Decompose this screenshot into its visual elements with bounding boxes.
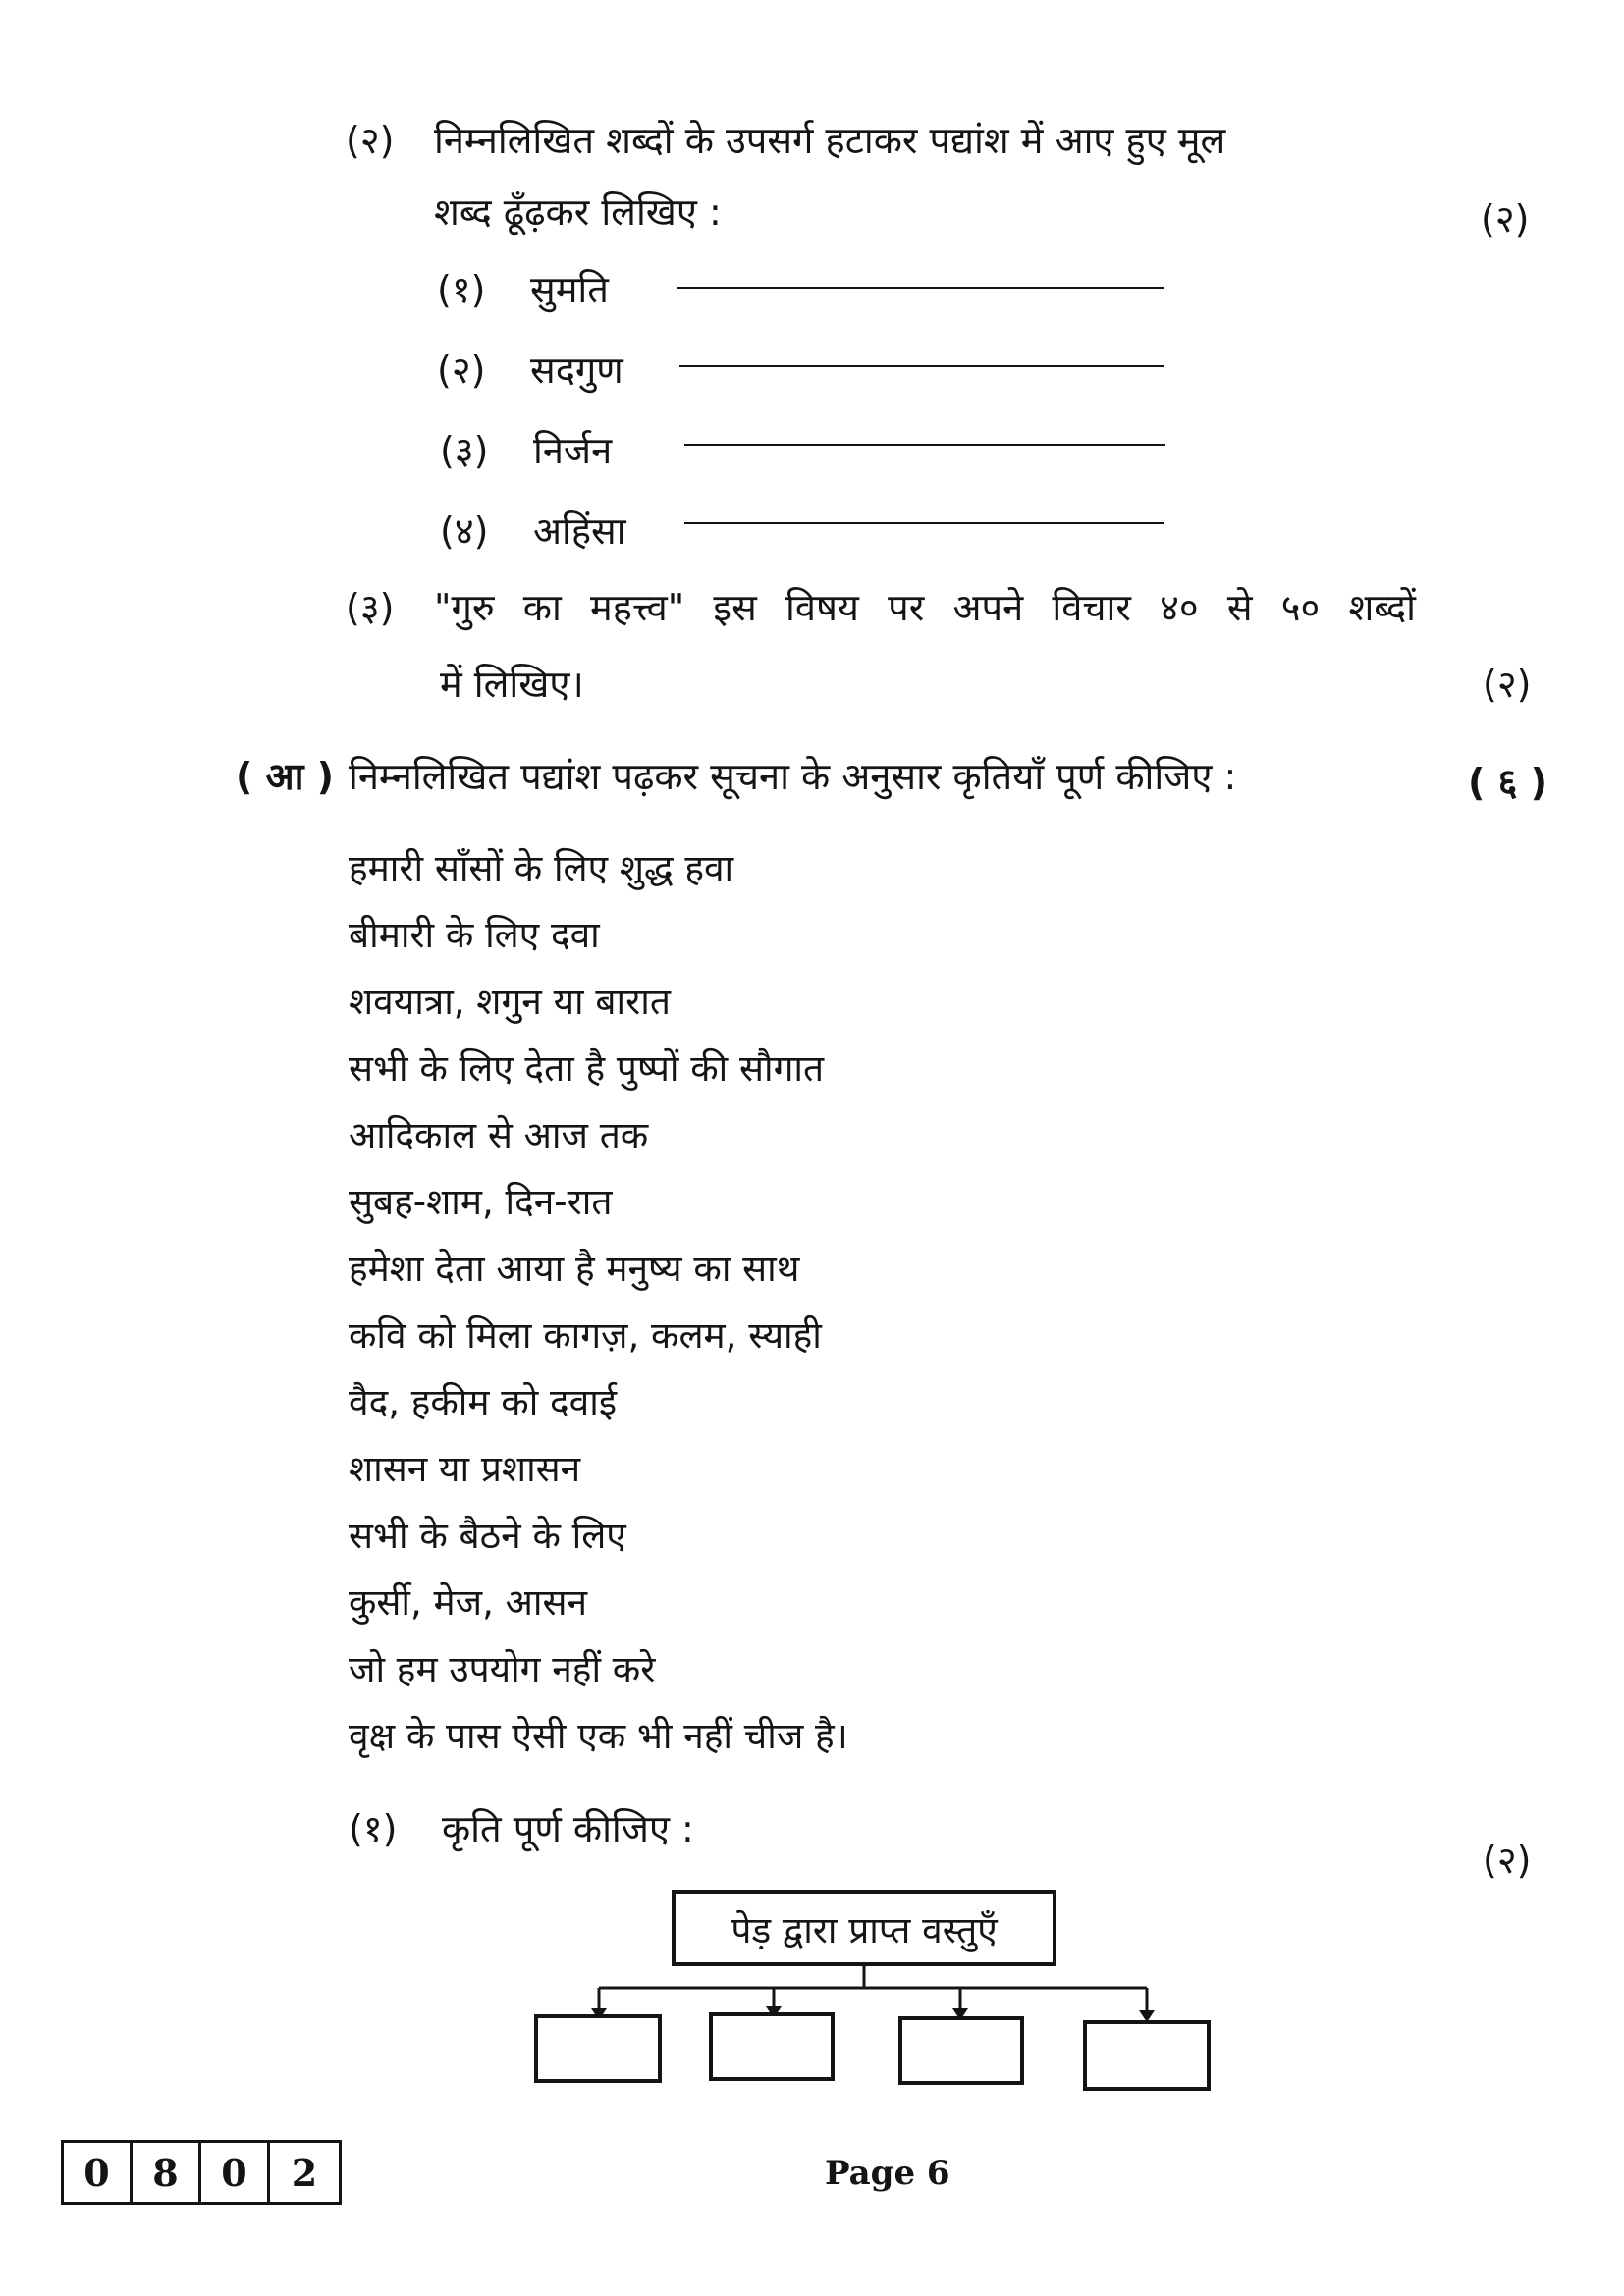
paper-code-digit: 8 [133,2143,201,2202]
q3-text-line2: में लिखिए। [440,663,584,706]
q2-item2-word: सदगुण [530,348,623,392]
task1-marks: (२) [1483,1839,1532,1882]
diagram-heading: पेड़ द्वारा प्राप्त वस्तुएँ [731,1908,998,1951]
q2-number: (२) [346,119,395,162]
q2-item3-word: निर्जन [533,429,613,472]
q2-item4-word: अहिंसा [533,509,626,553]
q2-item3-number: (३) [440,429,489,472]
q2-item1-word: सुमति [530,268,609,311]
poem-line: सभी के बैठने के लिए [349,1515,626,1557]
poem-line: कवि को मिला कागज़, कलम, स्याही [349,1314,822,1357]
poem-line: सभी के लिए देता है पुष्पों की सौगात [349,1047,825,1090]
poem-line: शवयात्रा, शगुन या बारात [349,981,671,1023]
q2-item4-number: (४) [440,509,489,553]
q3-text-line1: "गुरु का महत्त्व" इस विषय पर अपने विचार ४० से ५० शब्दों [434,586,1416,629]
section-aa-marks: ( ६ ) [1468,761,1547,804]
task1-label: कृति पूर्ण कीजिए : [442,1807,694,1850]
poem-line: शासन या प्रशासन [349,1448,581,1490]
q2-text-line2: शब्द ढूँढ़कर लिखिए : [434,190,722,234]
q2-text-line1: निम्नलिखित शब्दों के उपसर्ग हटाकर पद्यांश में आए हुए मूल [434,119,1226,162]
page-number: Page 6 [825,2154,950,2193]
diagram-answer-box-1[interactable] [534,2014,662,2083]
diagram-answer-box-4[interactable] [1083,2020,1211,2091]
paper-code-digit: 0 [64,2143,133,2202]
poem-line: आदिकाल से आज तक [349,1114,649,1156]
q2-item2-number: (२) [437,348,486,392]
diagram-answer-box-2[interactable] [709,2012,835,2081]
poem-line: सुबह-शाम, दिन-रात [349,1181,613,1223]
poem-line: जो हम उपयोग नहीं करे [349,1648,656,1690]
poem-line: कुर्सी, मेज, आसन [349,1581,587,1624]
paper-code-digit: 0 [201,2143,270,2202]
poem-line: वृक्ष के पास ऐसी एक भी नहीं चीज है। [349,1715,848,1757]
poem-line: बीमारी के लिए दवा [349,914,600,956]
diagram-answer-box-3[interactable] [898,2016,1024,2085]
paper-code-digit: 2 [291,2150,318,2195]
task1-number: (१) [349,1807,398,1850]
paper-code-box [61,2140,342,2205]
section-aa-label: ( आ ) [236,755,335,798]
q3-number: (३) [346,586,395,629]
poem-line: हमारी साँसों के लिए शुद्ध हवा [349,847,734,889]
section-aa-instruction: निम्नलिखित पद्यांश पढ़कर सूचना के अनुसार कृतियाँ पूर्ण कीजिए : [349,755,1237,798]
poem-line: हमेशा देता आया है मनुष्य का साथ [349,1248,800,1290]
q2-marks: (२) [1481,197,1530,240]
poem-line: वैद, हकीम को दवाई [349,1381,618,1423]
q3-marks: (२) [1483,663,1532,706]
q2-item1-number: (१) [437,268,486,311]
